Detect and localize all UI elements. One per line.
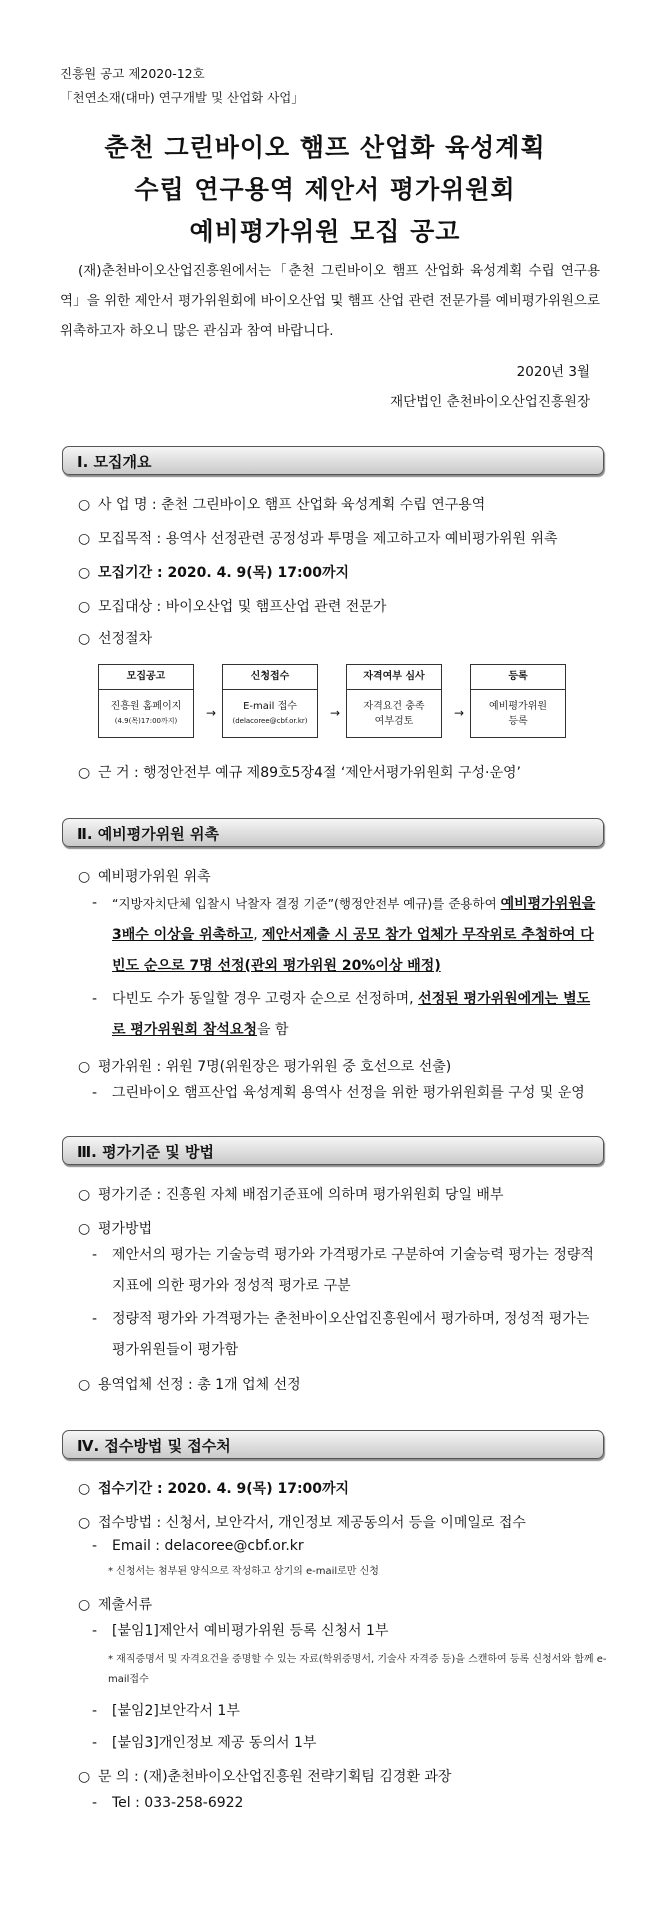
dash-bullet: - [92, 1311, 98, 1327]
circle-bullet-icon: ○ [78, 631, 91, 647]
paragraph-tie-rule: - 다빈도 수가 동일할 경우 고령자 순으로 선정하며, 선정된 평가위원에게는 별도로 평가위원회 참석요청을 함 [92, 984, 602, 1046]
flow-step-recruit: 모집공고 진흥원 홈페이지 (4.9(목)17:00까지) [98, 664, 194, 738]
page-title-line-2: 수립 연구용역 제안서 평가위원회 [134, 175, 516, 204]
section-4-header [62, 1430, 604, 1459]
dash-bullet: - [92, 1623, 98, 1639]
flow-step-review: 자격여부 심사 자격요건 충족 여부검토 [346, 664, 442, 738]
circle-bullet-icon: ○ [78, 531, 91, 547]
list-item: ○ 접수방법 : 신청서, 보안각서, 개인정보 제공동의서 등을 이메일로 접수 [78, 1515, 526, 1531]
dash-bullet: - [92, 1538, 98, 1554]
announcement-date: 2020년 3월 [516, 364, 590, 380]
list-item: ○ 평가기준 : 진흥원 자체 배점기준표에 의하며 평가위원회 당일 배부 [78, 1187, 504, 1203]
arrow-icon: → [454, 706, 465, 720]
doc-item-1: - [붙임1]제안서 예비평가위원 등록 신청서 1부 [92, 1616, 602, 1647]
list-item: ○ 접수기간 : 2020. 4. 9(목) 17:00까지 [78, 1481, 350, 1497]
paragraph-committee: - 그린바이오 햄프산업 육성계획 용역사 선정을 위한 평가위원회를 구성 및 운영 [92, 1078, 602, 1109]
circle-bullet-icon: ○ [78, 1515, 91, 1531]
page-title-line-3: 예비평가위원 모집 공고 [189, 217, 461, 246]
issuer: 재단법인 춘천바이오산업진흥원장 [390, 394, 590, 410]
section-4-title: Ⅳ. 접수방법 및 접수처 [77, 1437, 231, 1455]
circle-bullet-icon: ○ [78, 1187, 91, 1203]
paragraph-eval-method-1: - 제안서의 평가는 기술능력 평가와 가격평가로 구분하여 기술능력 평가는 정량적 지표에 의한 평가와 정성적 평가로 구분 [92, 1240, 602, 1302]
email-line: - Email : delacoree@cbf.or.kr [92, 1538, 304, 1554]
list-item: ○ 모집기간 : 2020. 4. 9(목) 17:00까지 [78, 565, 350, 581]
section-2-title: Ⅱ. 예비평가위원 위촉 [77, 825, 219, 843]
list-item: ○ 모집대상 : 바이오산업 및 햄프산업 관련 전문가 [78, 599, 387, 615]
circle-bullet-icon: ○ [78, 497, 91, 513]
circle-bullet-icon: ○ [78, 1597, 91, 1613]
page-title-line-1: 춘천 그린바이오 햄프 산업화 육성계획 [104, 133, 546, 162]
list-item: ○ 모집목적 : 용역사 선정관련 공정성과 투명을 제고하고자 예비평가위원 위촉 [78, 531, 558, 547]
circle-bullet-icon: ○ [78, 1059, 91, 1075]
circle-bullet-icon: ○ [78, 1481, 91, 1497]
section-1-title: Ⅰ. 모집개요 [77, 453, 152, 471]
dash-bullet: - [92, 1795, 98, 1811]
list-item: ○ 사 업 명 : 춘천 그린바이오 햄프 산업화 육성계획 수립 연구용역 [78, 497, 486, 513]
list-item: ○ 제출서류 [78, 1597, 153, 1613]
note-documents: * 재직증명서 및 자격요건을 증명할 수 있는 자료(학위증명서, 기술사 자격증 등)을 스캔하여 등록 신청서와 함께 e-mail접수 [108, 1654, 607, 1685]
arrow-icon: → [330, 706, 341, 720]
list-item: ○ 예비평가위원 위촉 [78, 869, 211, 885]
list-item: ○ 선정절차 [78, 631, 153, 647]
dash-bullet: - [92, 1735, 98, 1751]
doc-item-3: - [붙임3]개인정보 제공 동의서 1부 [92, 1728, 602, 1759]
tel-line: - Tel : 033-258-6922 [92, 1788, 602, 1819]
paragraph-eval-method-2: - 정량적 평가와 가격평가는 춘천바이오산업진흥원에서 평가하며, 정성적 평가는 평가위원들이 평가함 [92, 1304, 602, 1366]
list-item: ○ 용역업체 선정 : 총 1개 업체 선정 [78, 1377, 301, 1393]
circle-bullet-icon: ○ [78, 1769, 91, 1785]
intro-paragraph: (재)춘천바이오산업진흥원에서는「춘천 그린바이오 햄프 산업화 육성계획 수립 연구용역」을 위한 제안서 평가위원회에 바이오산업 및 햄프 산업 관련 전문가를 예비평가위원으로 위촉하고자 하오니 많은 관심과 참여 바랍니다. [60, 263, 600, 339]
arrow-icon: → [206, 706, 217, 720]
dash-bullet: - [92, 1247, 98, 1263]
flow-step-apply: 신청접수 E-mail 접수 (delacoree@cbf.or.kr) [222, 664, 318, 738]
paragraph-selection-rule: - “지방자치단체 입찰시 낙찰자 결정 기준”(행정안전부 예규)를 준용하여 예비평가위원을 3배수 이상을 위촉하고, 제안서제출 시 공모 참가 업체가 무작위로 추첨하여 다빈도 순으로 7명 선정(관외 평가위원 20%이상 배정) [92, 888, 602, 982]
notice-number: 진흥원 공고 제2020-12호 [60, 66, 205, 81]
doc-item-2: - [붙임2]보안각서 1부 [92, 1696, 602, 1727]
flow-step-register: 등록 예비평가위원 등록 [470, 664, 566, 738]
dash-bullet: - [92, 1703, 98, 1719]
list-item: ○ 문 의 : (재)춘천바이오산업진흥원 전략기획팀 김경환 과장 [78, 1769, 452, 1785]
dash-bullet: - [92, 895, 98, 911]
list-item: ○ 평가방법 [78, 1221, 153, 1237]
circle-bullet-icon: ○ [78, 1221, 91, 1237]
circle-bullet-icon: ○ [78, 599, 91, 615]
list-item: ○ 근 거 : 행정안전부 예규 제89호5장4절 ‘제안서평가위원회 구성·운영’ [78, 765, 521, 781]
circle-bullet-icon: ○ [78, 869, 91, 885]
section-2-header [62, 818, 604, 847]
circle-bullet-icon: ○ [78, 565, 91, 581]
section-3-header [62, 1136, 604, 1165]
note-email: * 신청서는 첨부된 양식으로 작성하고 상기의 e-mail로만 신청 [108, 1566, 379, 1577]
dash-bullet: - [92, 991, 98, 1007]
dash-bullet: - [92, 1085, 98, 1101]
circle-bullet-icon: ○ [78, 1377, 91, 1393]
list-item: ○ 평가위원 : 위원 7명(위원장은 평가위원 중 호선으로 선출) [78, 1059, 452, 1075]
section-1-header [62, 446, 604, 475]
circle-bullet-icon: ○ [78, 765, 91, 781]
section-3-title: Ⅲ. 평가기준 및 방법 [77, 1143, 214, 1161]
project-name: 「천연소재(대마) 연구개발 및 산업화 사업」 [60, 90, 304, 105]
